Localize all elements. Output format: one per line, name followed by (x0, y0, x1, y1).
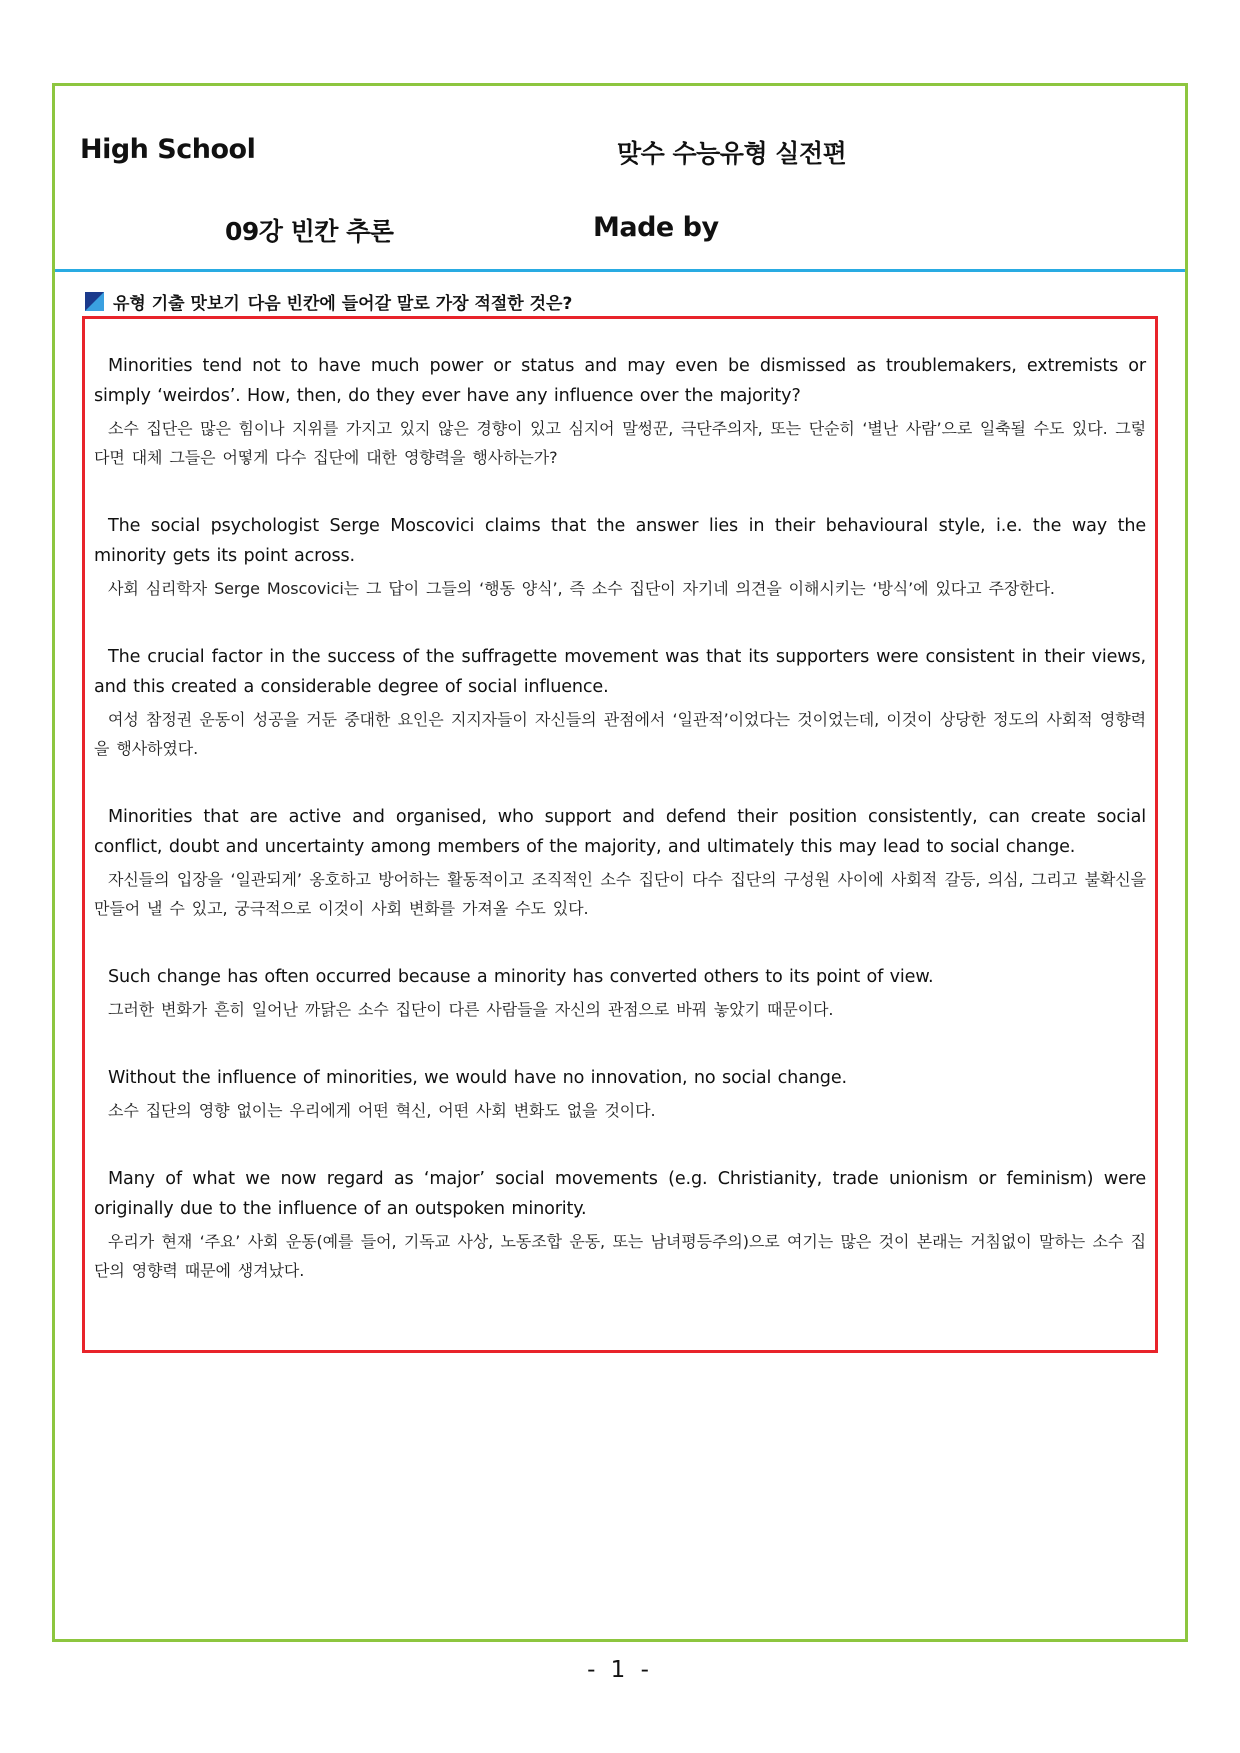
question-heading (85, 289, 572, 314)
korean-translation: 사회 심리학자 Serge Moscovici는 그 답이 그들의 ‘행동 양식’, 즉 소수 집단이 자기네 의견을 이해시키는 ‘방식’에 있다고 주장한다. (108, 579, 1055, 598)
english-sentence: Many of what we now regard as ‘major’ social movements (e.g. Christianity, trade unionism or feminism) were originally due to the influence of an outspoken minority. (94, 1169, 1146, 1219)
page-header (55, 86, 1185, 272)
korean-translation: 소수 집단의 영향 없이는 우리에게 어떤 혁신, 어떤 사회 변화도 없을 것이다. (108, 1101, 656, 1120)
korean-translation: 그러한 변화가 흔히 일어난 까닭은 소수 집단이 다른 사람들을 자신의 관점으로 바꿔 놓았기 때문이다. (108, 1000, 834, 1019)
passage-paragraph (94, 802, 1146, 923)
english-sentence: Without the influence of minorities, we would have no innovation, no social change. (108, 1068, 847, 1088)
school-level-label: High School (80, 134, 256, 165)
question-type-label: 유형 기출 맛보기 (113, 294, 240, 314)
page-number: - 1 - (587, 1657, 653, 1683)
english-sentence: Such change has often occurred because a minority has converted others to its point of view. (108, 967, 934, 987)
korean-translation: 우리가 현재 ‘주요’ 사회 운동(예를 들어, 기독교 사상, 노동조합 운동, 또는 남녀평등주의)으로 여기는 많은 것이 본래는 거침없이 말하는 소수 집단의 영향력 때문에 생겨났다. (94, 1232, 1146, 1280)
english-sentence: The crucial factor in the success of the suffragette movement was that its supporters were consistent in their views, and this created a considerable degree of social influence. (94, 647, 1146, 697)
passage-paragraph (94, 962, 1146, 1024)
korean-translation: 자신들의 입장을 ‘일관되게’ 옹호하고 방어하는 활동적이고 조직적인 소수 집단이 다수 집단의 구성원 사이에 사회적 갈등, 의심, 그리고 불확신을 만들어 낼 수 있고, 궁극적으로 이것이 사회 변화를 가져올 수도 있다. (94, 870, 1146, 918)
passage-paragraph (94, 1063, 1146, 1125)
passage-paragraph (94, 511, 1146, 603)
made-by-label: Made by (593, 212, 719, 243)
english-sentence: The social psychologist Serge Moscovici claims that the answer lies in their behavioural style, i.e. the way the minority gets its point across. (94, 516, 1146, 566)
series-title: 맞수 수능유형 실전편 (617, 139, 847, 168)
blue-triangle-square-icon (85, 292, 104, 311)
english-sentence: Minorities tend not to have much power or status and may even be dismissed as troublemakers, extremists or simply ‘weirdos’. How, then, do they ever have any influence over the majority? (94, 356, 1146, 406)
passage-paragraph (94, 642, 1146, 763)
lesson-title: 09강 빈칸 추론 (225, 217, 394, 246)
korean-translation: 소수 집단은 많은 힘이나 지위를 가지고 있지 않은 경향이 있고 심지어 말썽꾼, 극단주의자, 또는 단순히 ‘별난 사람’으로 일축될 수도 있다. 그렇다면 대체 그들은 어떻게 다수 집단에 대한 영향력을 행사하는가? (94, 419, 1146, 467)
passage-box (82, 316, 1158, 1353)
korean-translation: 여성 참정권 운동이 성공을 거둔 중대한 요인은 지지자들이 자신들의 관점에서 ‘일관적’이었다는 것이었는데, 이것이 상당한 정도의 사회적 영향력을 행사하였다. (94, 710, 1146, 758)
page-frame (52, 83, 1188, 1642)
passage-paragraph (94, 1164, 1146, 1285)
english-sentence: Minorities that are active and organised, who support and defend their position consistently, can create social conflict, doubt and uncertainty among members of the majority, and ultimately this may lead to social change. (94, 807, 1146, 857)
question-prompt: 다음 빈칸에 들어갈 말로 가장 적절한 것은? (247, 294, 573, 314)
passage-paragraph (94, 351, 1146, 472)
